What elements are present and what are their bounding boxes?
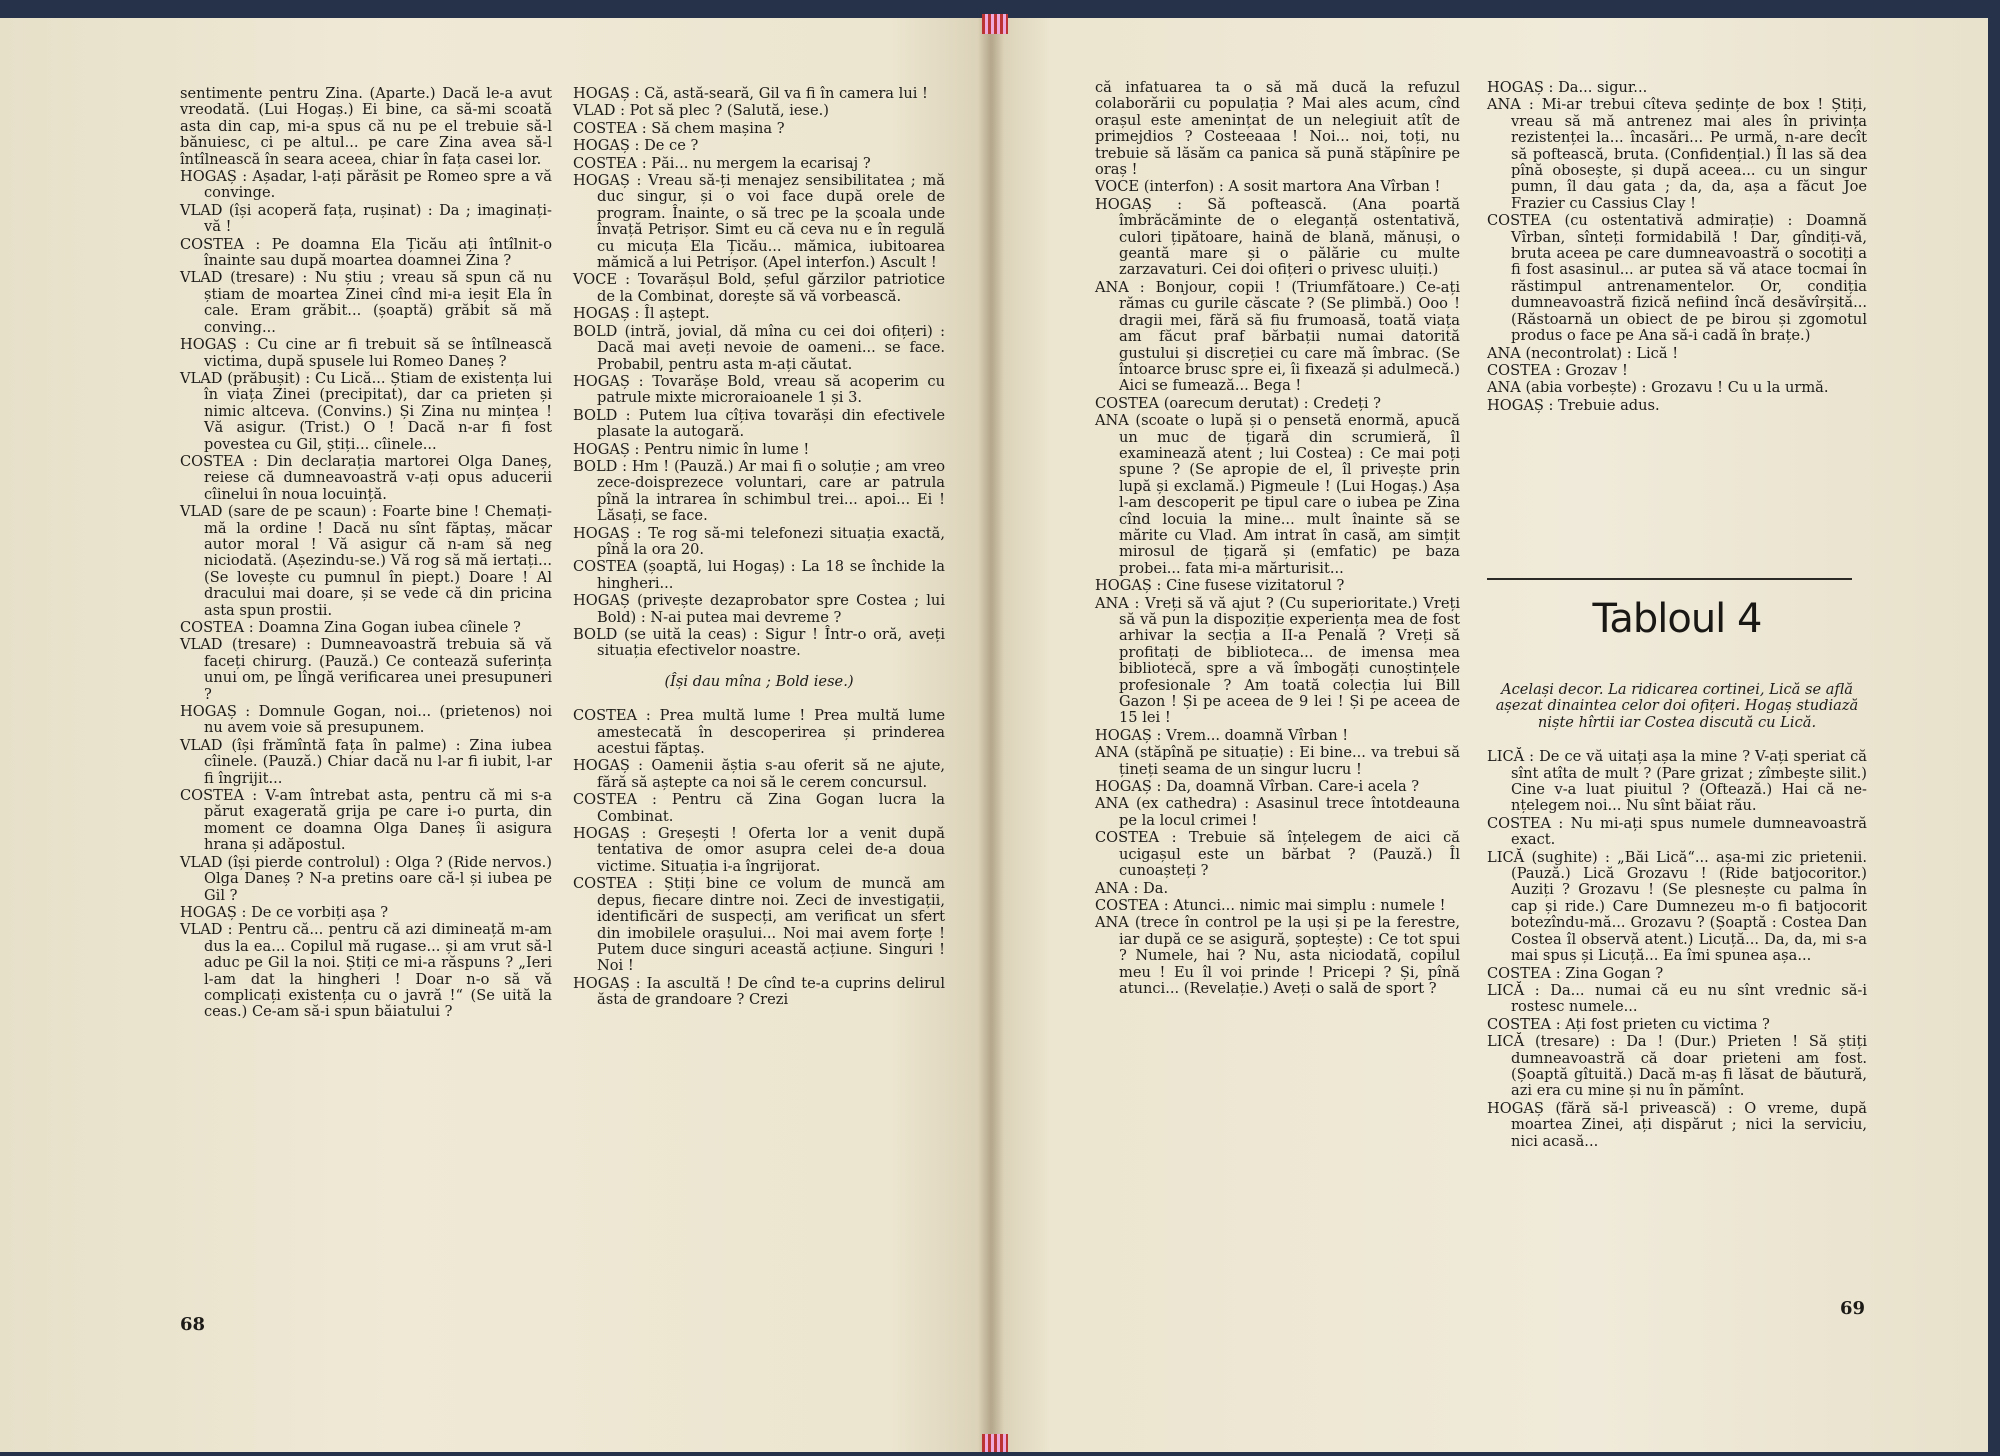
dialogue-paragraph: HOGAȘ : Cu cine ar fi trebuit să se întîlnească victima, după spusele lui Romeo Daneș ? — [180, 336, 552, 370]
dialogue-paragraph: ANA (scoate o lupă și o pensetă enormă, apucă un muc de țigară din scrumieră, îl examinează atent ; lui Costea) : Ce mai poți spune ? (Se apropie de el, îl privește prin lupă și exclamă.) Pigmeule ! (Lui Hogaș.) Așa l-am descoperit pe tipul care o iubea pe Zina cînd locuia la mine... mult înainte să se mărite cu Vlad. Am intrat în casă, am simțit mirosul de țigară și (emfatic) pe baza probei... fata mi-a mărturisit... — [1095, 412, 1460, 577]
dialogue-paragraph: VLAD : Pot să plec ? (Salută, iese.) — [573, 102, 829, 120]
open-book — [0, 18, 1988, 1452]
dialogue-paragraph: BOLD (se uită la ceas) : Sigur ! Într-o oră, aveți situația efectivelor noastre. — [573, 626, 945, 660]
dialogue-paragraph: HOGAȘ : Ia ascultă ! De cînd te-a cuprins delirul ăsta de grandoare ? Crezi — [573, 974, 945, 1009]
dialogue-paragraph: HOGAȘ : Oamenii ăștia s-au oferit să ne ajute, fără să aștepte ca noi să le cerem concursul. — [573, 757, 945, 791]
column-left-1 — [180, 86, 552, 1022]
dialogue-paragraph: ANA (necontrolat) : Lică ! — [1487, 344, 1679, 362]
dialogue-paragraph: ANA : Bonjour, copii ! (Triumfătoare.) Ce-ați rămas cu gurile căscate ? (Se plimbă.) Ooo ! dragii mei, fără să fiu frumoasă, toată viața am făcut praf bărbații numai datorită gustului și discreției cu care mă îmbrac. (Se întoarce brusc spre ei, îi fixează și adulmecă.) Aici se fumează... Bega ! — [1095, 278, 1460, 395]
dialogue-paragraph: HOGAȘ : Trebuie adus. — [1487, 396, 1660, 414]
dialogue-paragraph: HOGAȘ : Domnule Gogan, noi... (prietenos) noi nu avem voie să presupunem. — [180, 703, 552, 737]
dialogue-paragraph: ANA (trece în control pe la uși și pe la ferestre, iar după ce se asigură, șoptește) : Ce tot spui ? Numele, hai ? Nu, asta niciodată, copilul meu ! Eu îl voi prinde ! Pricepi ? Și, pînă atunci... (Revelație.) Aveți o sală de sport ? — [1095, 914, 1460, 997]
dialogue-paragraph: ANA : Da. — [1095, 879, 1169, 897]
dialogue-paragraph: BOLD : Putem lua cîțiva tovarăși din efectivele plasate la autogară. — [573, 406, 945, 441]
dialogue-paragraph: COSTEA : Să chem mașina ? — [573, 119, 785, 137]
dialogue-paragraph: COSTEA (cu ostentativă admirație) : Doamnă Vîrban, sînteți formidabilă ! Dar, gîndiți-vă, bruta aceea pe care dumneavoastră o socotiți a fi fost asasinul... ar putea să vă atace tocmai în răstimpul antrenamentelor. Or, condiția dumneavoastră fizică nefiind încă desăvîrșită... (Răstoarnă un obiect de pe birou și zgomotul produs o face pe Ana să-i cadă în brațe.) — [1487, 212, 1867, 345]
dialogue-paragraph: COSTEA : Pe doamna Ela Țicău ați întîlnit-o înainte sau după moartea doamnei Zina ? — [180, 235, 552, 270]
dialogue-paragraph: COSTEA : Pentru că Zina Gogan lucra la Combinat. — [573, 791, 945, 825]
dialogue-paragraph: COSTEA : V-am întrebat asta, pentru că mi s-a părut exagerată grija pe care i-o purta, din moment ce doamna Olga Daneș îi asigura hrana și adăpostul. — [180, 787, 552, 854]
dialogue-paragraph: VLAD (prăbușit) : Cu Lică... Știam de existența lui în viața Zinei (precipitat), dar ca prieten și nimic altceva. (Convins.) Și Zina nu mințea ! Vă asigur. (Trist.) O ! Dacă n-ar fi fost povestea cu Gil, știți... cîinele... — [180, 369, 552, 453]
dialogue-paragraph: COSTEA : Zina Gogan ? — [1487, 964, 1664, 982]
dialogue-paragraph: VLAD : Pentru că... pentru că azi dimineață m-am dus la ea... Copilul mă rugase... și am vrut să-l aduc pe Gil la noi. Știți ce mi-a răspuns ? „Ieri l-am dat la hingheri ! Doar n-o să vă complicați existența cu o javră !“ (Se uită la ceas.) Ce-am să-i spun băiatului ? — [180, 921, 552, 1021]
dialogue-paragraph: HOGAȘ (privește dezaprobator spre Costea ; lui Bold) : N-ai putea mai devreme ? — [573, 592, 945, 626]
dialogue-paragraph: ANA : Vreți să vă ajut ? (Cu superioritate.) Vreți să vă pun la dispoziție experiența mea de fost arhivar la secția a II-a Penală ? Vreți să profitați de biblioteca... de imensa mea bibliotecă, spre a vă îmbogăți cunoștințele profesionale ? Am toată colecția lui Bill Gazon ! Și pe aceea de 9 lei ! Și pe aceea de 15 lei ! — [1095, 594, 1460, 727]
dialogue-paragraph: HOGAȘ : Vreau să-ți menajez sensibilitatea ; mă duc singur, și o voi face după orele de program. Înainte, o să trec pe la școala unde învață Petrișor. Simt eu că ceva nu e în regulă cu micuța Ela Țicău... mămica, iubitoarea mămică a lui Petrișor. (Apel interfon.) Ascult ! — [573, 172, 945, 272]
dialogue-paragraph: VLAD (își acoperă fața, rușinat) : Da ; imaginați-vă ! — [180, 201, 552, 236]
column-right-2 — [1487, 80, 1867, 415]
dialogue-paragraph: VOCE (interfon) : A sosit martora Ana Vîrban ! — [1095, 178, 1441, 196]
dialogue-paragraph: COSTEA : Ați fost prieten cu victima ? — [1487, 1015, 1770, 1033]
dialogue-paragraph: HOGAȘ : Da... sigur... — [1487, 79, 1648, 96]
dialogue-paragraph: VLAD (sare de pe scaun) : Foarte bine ! Chemați-mă la ordine ! Dacă nu sînt făptaș, măcar autor moral ! Vă asigur că n-am să neg niciodată. (Așezindu-se.) Vă rog să mă iertați... (Se lovește cu pumnul în piept.) Doare ! Al dracului mai doare, și se vede că din pricina asta spun prostii. — [180, 503, 552, 619]
dialogue-paragraph: COSTEA : Grozav ! — [1487, 361, 1628, 379]
dialogue-paragraph: LICĂ (sughite) : „Băi Lică“... așa-mi zic prietenii. (Pauză.) Lică Grozavu ! (Ride batjocoritor.) Auziți ? Grozavu ! (Se plesnește cu palma în cap și ride.) Care Dumnezeu m-o fi batjocorit botezîndu-mă... Grozavu ? (Șoaptă : Costea Dan Costea îl observă atent.) Licuță... Da, da, mi s-a mai spus și Licuță... Ea îmi spunea așa... — [1487, 848, 1867, 965]
dialogue-paragraph: BOLD : Hm ! (Pauză.) Ar mai fi o soluție ; am vreo zece-doisprezece voluntari, care ar patrula pînă la intrarea în schimbul trei... apoi... Ei ! Lăsați, se face. — [573, 457, 945, 525]
dialogue-paragraph: HOGAȘ : Pentru nimic în lume ! — [573, 440, 810, 458]
dialogue-paragraph: HOGAȘ : De ce ? — [573, 137, 699, 155]
dialogue-paragraph: VLAD (tresare) : Nu știu ; vreau să spun că nu știam de moartea Zinei cînd mi-a ieșit Ela în cale. Eram grăbit... (șoaptă) grăbit să mă conving... — [180, 269, 552, 336]
dialogue-paragraph: că infatuarea ta o să mă ducă la refuzul colaborării cu populația ? Mai ales acum, cînd orașul este amenințat de un nelegiuit atît de primejdios ? Costeeaaa ! Noi... noi, toți, nu trebuie să lăsăm ca panica să pună stăpînire pe oraș ! — [1095, 79, 1460, 179]
dialogue-paragraph: VOCE : Tovarășul Bold, șeful gărzilor patriotice de la Combinat, dorește să vă vorbească. — [573, 271, 945, 305]
dialogue-paragraph: VLAD (își frămîntă fața în palme) : Zina iubea cîinele. (Pauză.) Chiar dacă nu l-ar fi iubit, l-ar fi îngrijit... — [180, 736, 552, 787]
column-right-2-continued — [1487, 682, 1867, 1151]
dialogue-paragraph: VLAD (își pierde controlul) : Olga ? (Ride nervos.) Olga Daneș ? N-a pretins oare că-l și iubea pe Gil ? — [180, 853, 552, 904]
dialogue-paragraph: (Își dau mîna ; Bold iese.) — [664, 672, 854, 690]
dialogue-paragraph: COSTEA : Prea multă lume ! Prea multă lume amestecată în descoperirea și prinderea acestui făptaș. — [573, 707, 945, 758]
book-gutter — [978, 18, 1004, 1452]
dialogue-paragraph: COSTEA (șoaptă, lui Hogaș) : La 18 se închide la hingheri... — [573, 558, 945, 592]
section-title: Tabloul 4 — [1592, 596, 1762, 642]
dialogue-paragraph: BOLD (intră, jovial, dă mîna cu cei doi ofițeri) : Dacă mai aveți nevoie de oameni... se face. Probabil, pentru asta m-ați căutat. — [573, 322, 945, 373]
dialogue-paragraph: COSTEA (oarecum derutat) : Credeți ? — [1095, 394, 1381, 412]
dialogue-paragraph: LICĂ (tresare) : Da ! (Dur.) Prieten ! Să știți dumneavoastră că doar prieteni am fost. (Șoaptă gîtuită.) Dacă m-aș fi lăsat de băutură, azi era cu mine și nu în pămînt. — [1487, 1033, 1867, 1100]
dialogue-paragraph: sentimente pentru Zina. (Aparte.) Dacă le-a avut vreodată. (Lui Hogaș.) Ei bine, ca să-mi scoată asta din cap, mi-a spus că nu pe el trebuie să-l bănuiesc, ci pe altul... pe care Zina avea să-l întîlnească în seara aceea, chiar în fața casei lor. — [180, 85, 552, 168]
column-right-1 — [1095, 80, 1460, 998]
dialogue-paragraph: ANA (abia vorbește) : Grozavu ! Cu u la urmă. — [1487, 379, 1829, 397]
dialogue-paragraph: HOGAȘ : Îl aștept. — [573, 305, 710, 323]
dialogue-paragraph: VLAD (tresare) : Dumneavoastră trebuia să vă faceți chirurg. (Pauză.) Ce contează suferința unui om, pe lîngă verificarea unei presupuneri ? — [180, 636, 552, 703]
dialogue-paragraph: ANA (ex cathedra) : Asasinul trece întotdeauna pe la locul crimei ! — [1095, 795, 1460, 829]
dialogue-paragraph: COSTEA : Doamna Zina Gogan iubea cîinele ? — [180, 619, 521, 636]
dialogue-paragraph: HOGAȘ : Să poftească. (Ana poartă îmbrăcăminte de o eleganță ostentativă, culori țipătoare, haină de blană, mănuși, o geantă mare și o pălărie cu multe zarzavaturi. Cei doi ofițeri o privesc uluiți.) — [1095, 195, 1460, 279]
dialogue-paragraph: COSTEA : Știți bine ce volum de muncă am depus, fiecare dintre noi. Zeci de investigații, identificări de suspecți, am verificat un sfert din imobilele orașului... Noi mai avem forțe ! Putem duce singuri această acțiune. Singuri ! Noi ! — [573, 875, 945, 975]
page-number-right: 69 — [1840, 1298, 1866, 1319]
dialogue-paragraph: COSTEA : Păi... nu mergem la ecarisaj ? — [573, 154, 871, 172]
dialogue-paragraph: HOGAȘ : De ce vorbiți așa ? — [180, 903, 389, 921]
dialogue-paragraph: HOGAȘ (fără să-l privească) : O vreme, după moartea Zinei, ați dispărut ; nici la serviciu, nici acasă... — [1487, 1099, 1867, 1150]
right-page — [990, 18, 1988, 1452]
dialogue-paragraph: HOGAȘ : Greșești ! Oferta lor a venit după tentativa de omor asupra celei de-a doua victime. Situația i-a îngrijorat. — [573, 825, 945, 875]
dialogue-paragraph: HOGAȘ : Vrem... doamnă Vîrban ! — [1095, 726, 1349, 744]
dialogue-paragraph: ANA : Mi-ar trebui cîteva ședințe de box ! Știți, vreau să mă antrenez mai ales în privința rezistenței la... încasări... Pe urmă, n-are decît să poftească, bruta. (Confidențial.) Îl las să dea pînă obosește, și după aceea... cu un singur pumn, îl dau gata ; da, da, așa a făcut Joe Frazier cu Cassius Clay ! — [1487, 96, 1867, 212]
dialogue-paragraph: COSTEA : Trebuie să înțelegem de aici că ucigașul este un bărbat ? (Pauză.) Îl cunoașteți ? — [1095, 829, 1460, 880]
headband-top — [982, 14, 1008, 34]
dialogue-paragraph: HOGAȘ : Te rog să-mi telefonezi situația exactă, pînă la ora 20. — [573, 524, 945, 558]
headband-bottom — [982, 1434, 1008, 1452]
stage-direction: Același decor. La ridicarea cortinei, Lică se află așezat dinaintea celor doi ofițeri. Hogaș studiază niște hîrtii iar Costea discută cu Lică. — [1495, 681, 1859, 731]
dialogue-paragraph: HOGAȘ : Că, astă-seară, Gil va fi în camera lui ! — [573, 85, 928, 102]
dialogue-paragraph: COSTEA : Atunci... nimic mai simplu : numele ! — [1095, 896, 1446, 914]
dialogue-paragraph: COSTEA : Din declarația martorei Olga Daneș, reiese că dumneavoastră v-ați opus aducerii cîinelui în noua locuință. — [180, 452, 552, 503]
dialogue-paragraph: LICĂ : De ce vă uitați așa la mine ? V-ați speriat că sînt atîta de mult ? (Pare grizat ; zîmbește silit.) Cine v-a luat piuitul ? (Oftează.) Hai că ne-nțelegem noi... Nu sînt băiat rău. — [1487, 748, 1867, 815]
left-page — [0, 18, 990, 1452]
dialogue-paragraph: HOGAȘ : Da, doamnă Vîrban. Care-i acela ? — [1095, 778, 1420, 796]
dialogue-paragraph: HOGAȘ : Așadar, l-ați părăsit pe Romeo spre a vă convinge. — [180, 168, 552, 202]
dialogue-paragraph: LICĂ : Da... numai că eu nu sînt vrednic să-i rostesc numele... — [1487, 981, 1867, 1016]
column-left-2 — [573, 86, 945, 1010]
dialogue-paragraph: ANA (stăpînă pe situație) : Ei bine... va trebui să țineți seama de un singur lucru ! — [1095, 744, 1460, 778]
section-rule — [1487, 578, 1852, 580]
dialogue-paragraph: HOGAȘ : Cine fusese vizitatorul ? — [1095, 577, 1345, 595]
page-number-left: 68 — [180, 1314, 206, 1335]
dialogue-paragraph: COSTEA : Nu mi-ați spus numele dumneavoastră exact. — [1487, 814, 1867, 849]
dialogue-paragraph: HOGAȘ : Tovarășe Bold, vreau să acoperim cu patrule mixte microraioanele 1 și 3. — [573, 372, 945, 407]
